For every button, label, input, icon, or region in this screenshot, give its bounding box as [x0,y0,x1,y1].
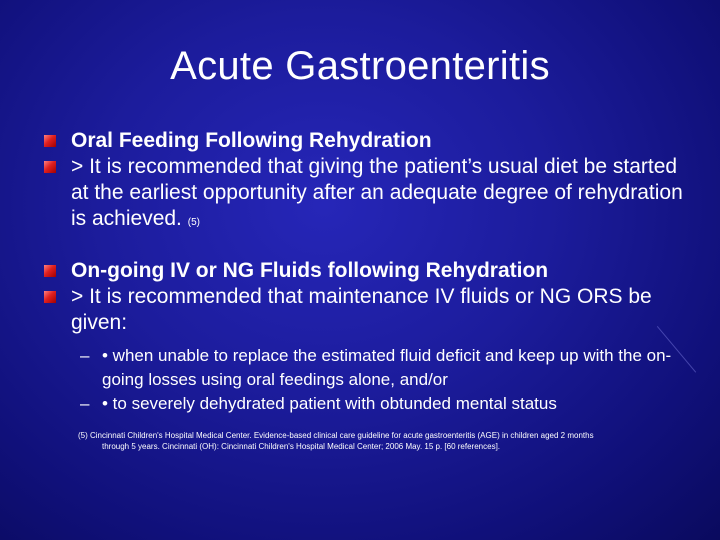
footnote-line-1: (5) Cincinnati Children's Hospital Medical Center. Evidence-based clinical care guideline for acute gastroenteritis (AGE) in children aged 2 months [78,431,594,440]
slide-body [44,128,684,452]
reference-footnote [78,430,678,452]
dash-marker: – [80,346,90,365]
bullet-square-icon [44,161,56,173]
sub-bullet-text: • to severely dehydrated patient with obtunded mental status [102,394,557,413]
sub-bullet-list [44,344,684,416]
bullet-text: Oral Feeding Following Rehydration [71,129,432,152]
footnote-line-2: through 5 years. Cincinnati (OH): Cincinnati Children's Hospital Medical Center; 2006 May. 15 p. [60 references]. [102,442,501,451]
bullet-text: On-going IV or NG Fluids following Rehydration [71,259,549,282]
bullet-square-icon [44,291,56,303]
bullet-text: > It is recommended that giving the patient’s usual diet be started at the earliest opportunity after an adequate degree of rehydration is achieved. [71,155,683,230]
bullet-iv-fluids-recommendation [44,284,684,336]
sub-bullet-oral-unable [44,344,684,392]
bullet-text: > It is recommended that maintenance IV fluids or NG ORS be given: [71,285,652,334]
sub-bullet-obtunded [44,392,684,416]
reference-marker: (5) [187,217,200,228]
sub-bullet-text: • when unable to replace the estimated fluid deficit and keep up with the on-going losses using oral feedings alone, and/or [102,346,672,389]
dash-marker: – [80,394,90,413]
bullet-heading-iv-ng-fluids [44,258,684,284]
bullet-heading-oral-feeding [44,128,684,154]
slide-title: Acute Gastroenteritis [170,44,550,88]
bullet-square-icon [44,265,56,277]
bullet-oral-feeding-recommendation [44,154,684,236]
bullet-square-icon [44,135,56,147]
